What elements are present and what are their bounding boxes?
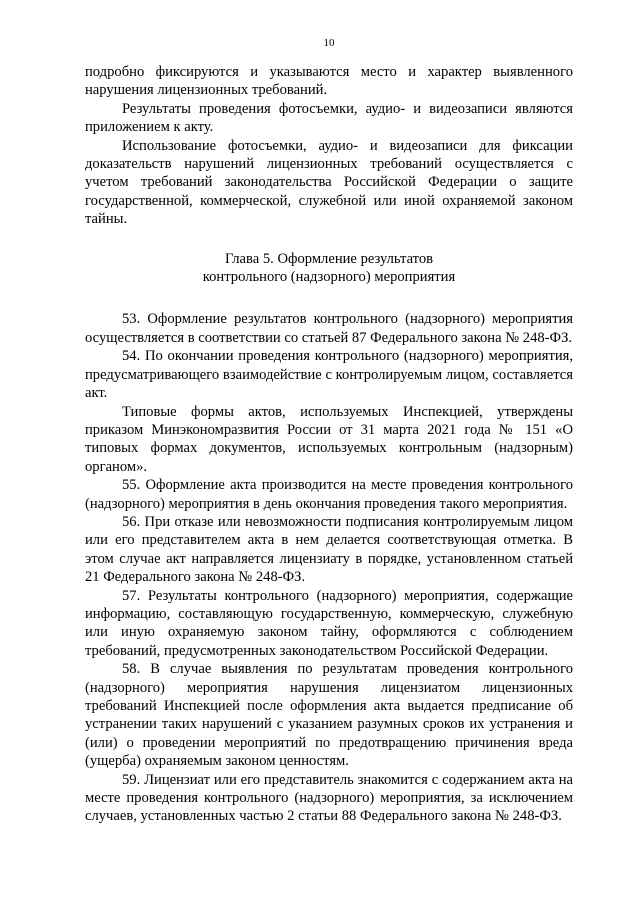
paragraph-55: 55. Оформление акта производится на месте проведения контрольного (надзорного) мероприятия в день окончания проведения такого мероприятия.: [85, 477, 573, 512]
paragraph-54: 54. По окончании проведения контрольного (надзорного) мероприятия, предусматривающего взаимодействие с контролируемым лицом, составляется акт.: [85, 348, 573, 402]
paragraph-58: 58. В случае выявления по результатам проведения контрольного (надзорного) мероприятия нарушения лицензиатом лицензионных требований Инспекцией после оформления акта выдается предписание об устранении таких нарушений с указанием разумных сроков их устранения и (или) о проведении мероприятий по предотвращению причинения вреда (ущерба) охраняемым законом ценностям.: [85, 661, 573, 770]
paragraph-57: 57. Результаты контрольного (надзорного) мероприятия, содержащие информацию, составляющую государственную, коммерческую, служебную или иную охраняемую законом тайну, оформляются с соблюдением требований, предусмотренных законодательством Российской Федерации.: [85, 587, 573, 659]
paragraph-59: 59. Лицензиат или его представитель знакомится с содержанием акта на месте проведения контрольного (надзорного) мероприятия, за исключением случаев, установленных частью 2 статьи 88 Федерального закона № 248-ФЗ.: [85, 771, 573, 825]
page-number: 10: [323, 37, 335, 49]
paragraph-photo-results: Результаты проведения фотосъемки, аудио- и видеозаписи являются приложением к акту.: [85, 100, 573, 136]
chapter-heading-line-2: контрольного (надзорного) мероприятия: [202, 269, 456, 286]
chapter-heading-line-1: Глава 5. Оформление результатов: [224, 250, 434, 267]
chapter-heading: [85, 250, 573, 287]
paragraph-56: 56. При отказе или невозможности подписания контролируемым лицом или его представителем акта в нем делается соответствующая отметка. В этом случае акт направляется лицензиату в порядке, установленном статьей 21 Федерального закона № 248-ФЗ.: [85, 513, 573, 586]
paragraph-typical-forms: Типовые формы актов, используемых Инспекцией, утверждены приказом Минэкономразвития России от 31 марта 2021 года № 151 «О типовых формах документов, используемых контрольным (надзорным) органом».: [85, 403, 573, 475]
paragraph-continuation: подробно фиксируются и указываются место и характер выявленного нарушения лицензионных требований.: [85, 64, 573, 99]
paragraph-photo-usage: Использование фотосъемки, аудио- и видеозаписи для фиксации доказательств нарушений лицензионных требований осуществляется с учетом требований законодательства Российской Федерации о защите государственной, коммерческой, служебной или иной охраняемой законом тайны.: [85, 137, 573, 228]
paragraph-53: 53. Оформление результатов контрольного (надзорного) мероприятия осуществляется в соответствии со статьей 87 Федерального закона № 248-ФЗ.: [85, 311, 573, 346]
